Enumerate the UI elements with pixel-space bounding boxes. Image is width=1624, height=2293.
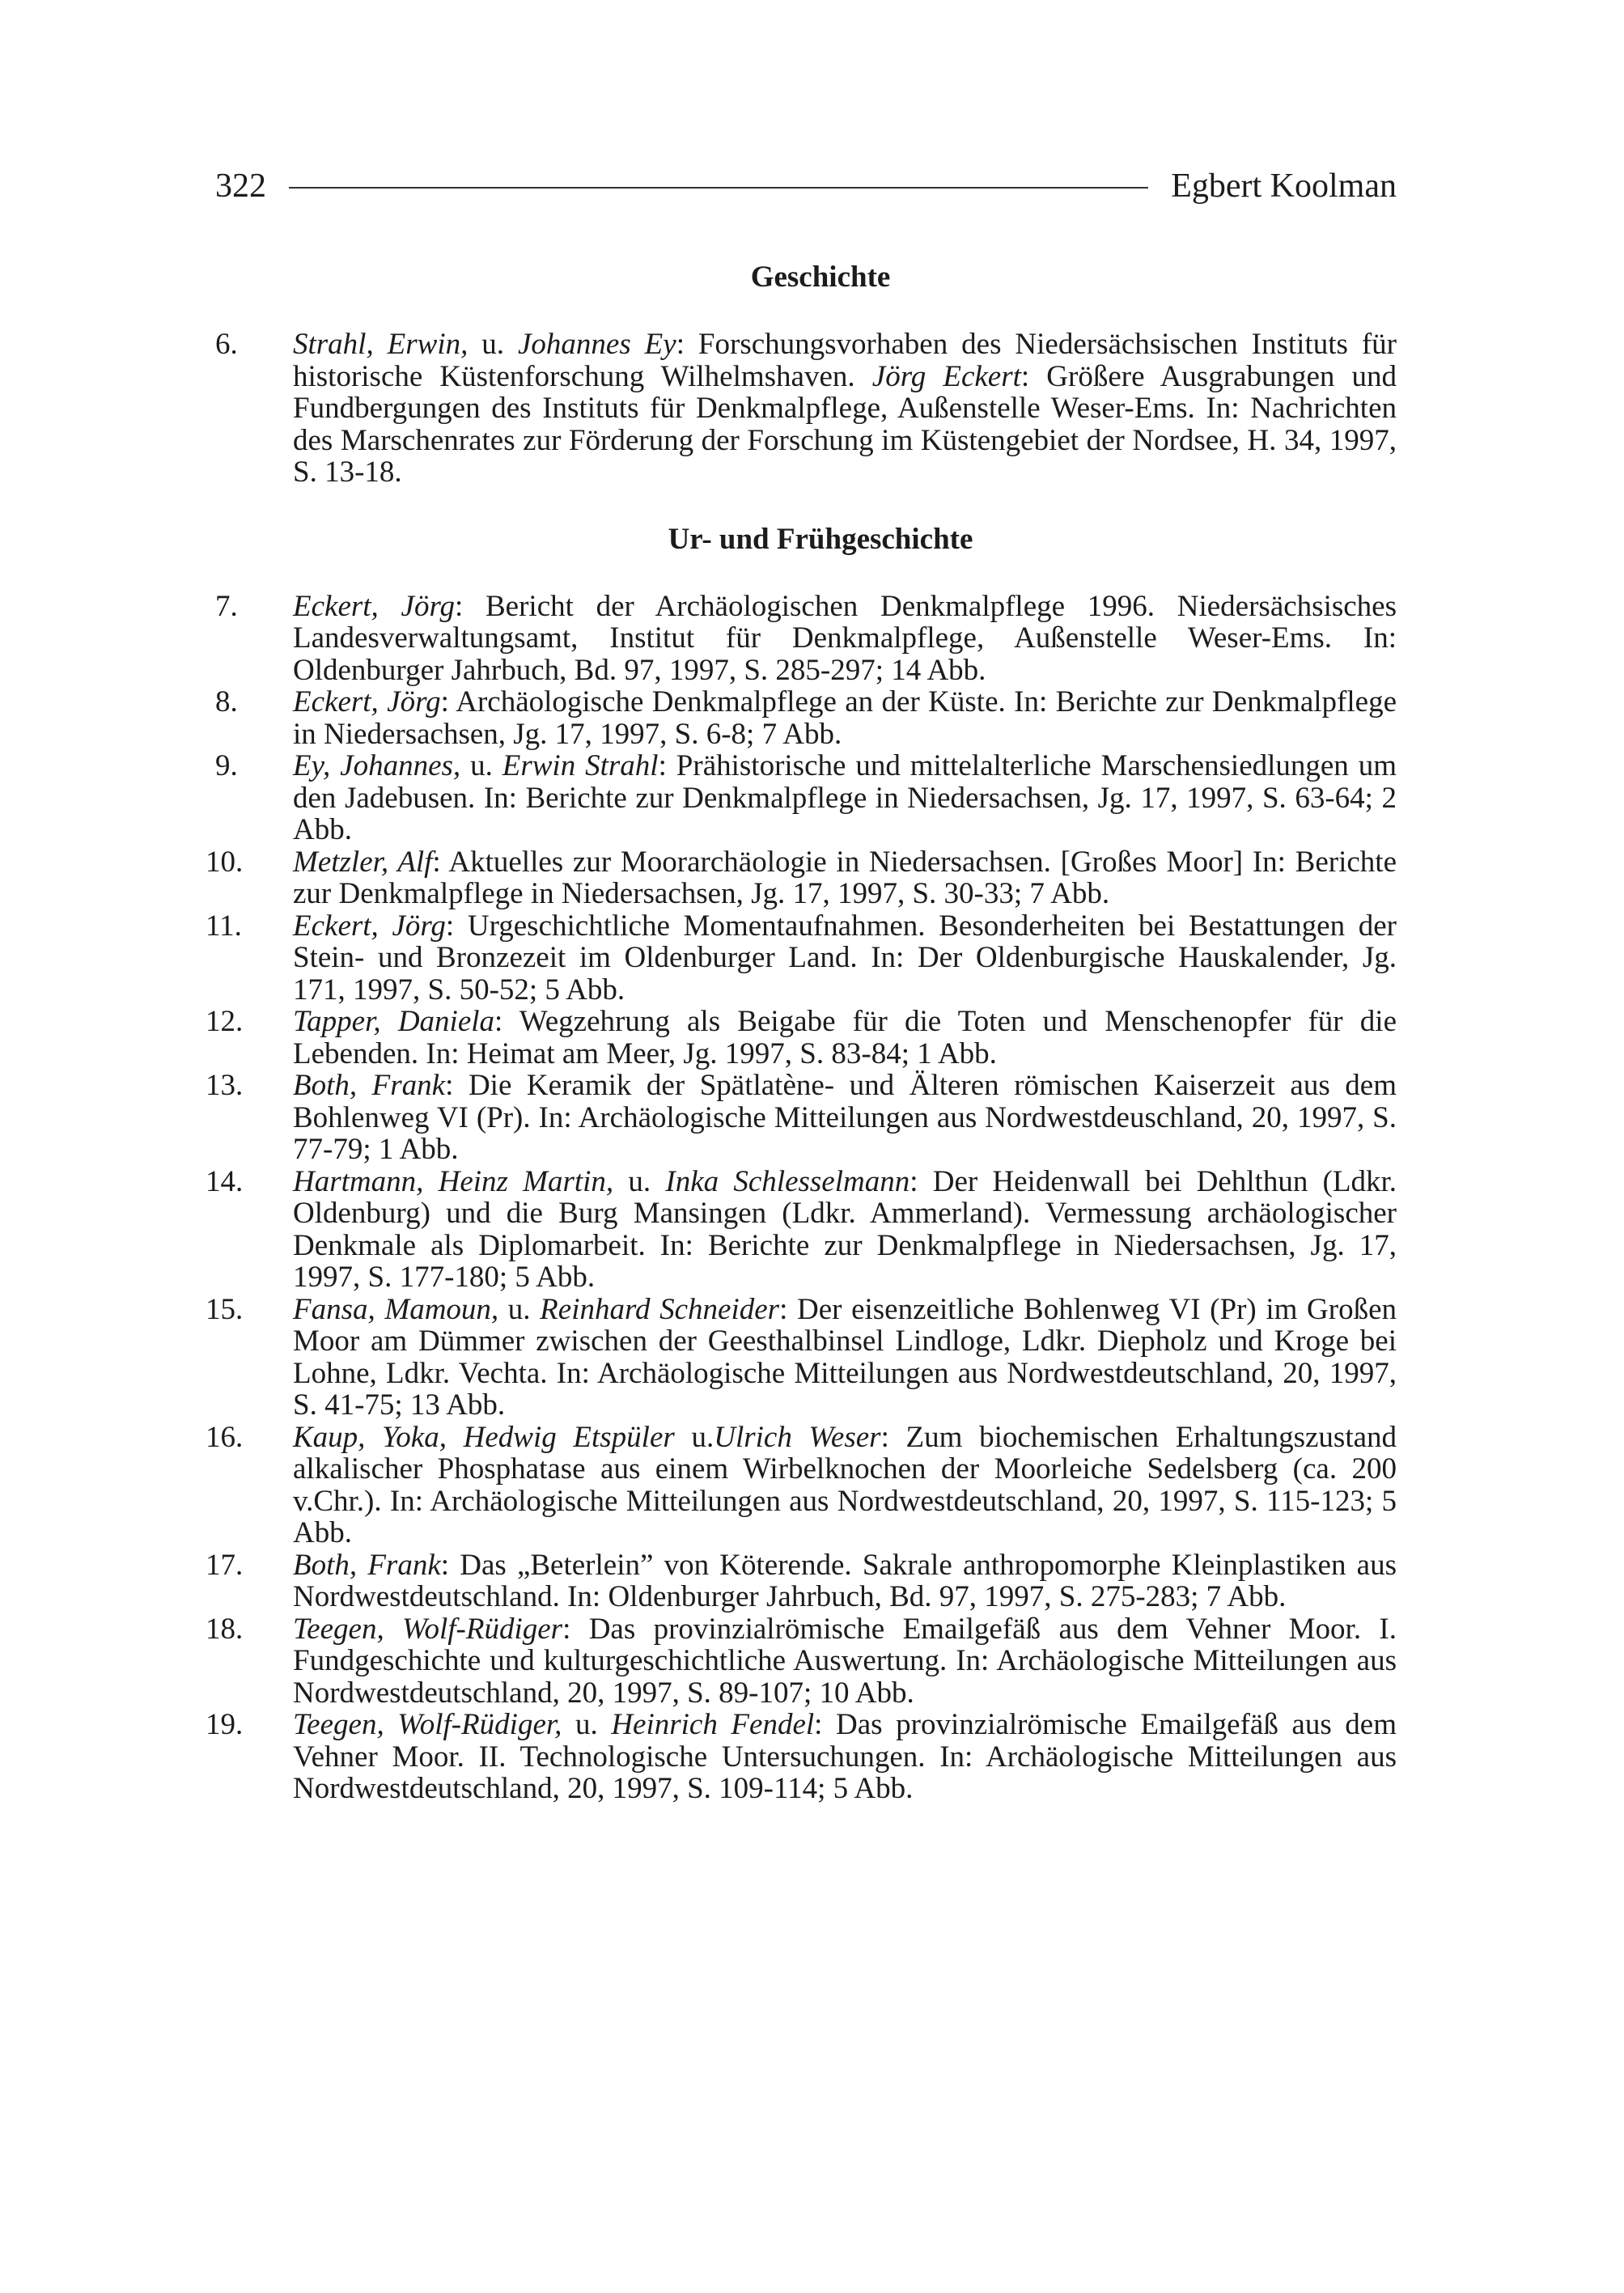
entry-author: Eckert, Jörg — [293, 685, 441, 718]
bibliography-entry-16 — [206, 1420, 1397, 1549]
entry-author: Eckert, Jörg — [293, 589, 455, 623]
entry-number: 19. — [206, 1708, 244, 1741]
entry-text — [293, 328, 1397, 489]
bibliography-entry-8 — [215, 686, 1397, 750]
entry-number: 13. — [206, 1069, 244, 1102]
entry-title: : Der Heidenwall bei Dehlthun (Ldkr. Oldenburg) und die Burg Mansingen (Ldkr. Ammerland). Vermessung archäologischer Denkmale als Diplomarbeit. In: Berichte zur Denkmalpflege in Niedersachsen, Jg. 17, 1997, S. 177-180; 5 Abb. — [293, 1164, 1397, 1294]
entry-coauthor: Inka Schlesselmann — [665, 1164, 910, 1198]
entry-author: Hartmann, Heinz Martin, — [293, 1164, 614, 1198]
entry-title: : Zum biochemischen Erhaltungszustand alkalischer Phosphatase aus einem Wirbelknochen der Moorleiche Sedelsberg (ca. 200 v.Chr.). In: Archäologische Mitteilungen aus Nordwestdeutschland, 20, 1997, S. 115-123; 5 Abb. — [293, 1420, 1397, 1549]
entry-number: 17. — [206, 1548, 244, 1582]
bibliography-entry-11 — [206, 909, 1397, 1007]
header-author: Egbert Koolman — [1171, 167, 1397, 205]
entry-conjunction: u. — [674, 1420, 714, 1454]
entry-number: 10. — [206, 845, 244, 879]
entry-conjunction: u. — [460, 749, 502, 782]
entry-coauthor: Ulrich Weser — [714, 1420, 881, 1454]
entry-text — [293, 1709, 1397, 1805]
page-number: 322 — [215, 167, 266, 205]
bibliography-entry-17 — [206, 1548, 1397, 1613]
entry-author: Kaup, Yoka, Hedwig Etspüler — [293, 1420, 675, 1454]
section-title-geschichte: Geschichte — [750, 261, 891, 294]
entry-text — [293, 1294, 1397, 1422]
entry-conjunction: u. — [562, 1708, 612, 1741]
entry-text — [293, 1422, 1397, 1549]
entry-title: : Wegzehrung als Beigabe für die Toten und Menschenopfer für die Lebenden. In: Heimat am Meer, Jg. 1997, S. 83-84; 1 Abb. — [293, 1005, 1397, 1070]
entry-text — [293, 1006, 1397, 1070]
entry-author: Teegen, Wolf-Rüdiger — [293, 1612, 563, 1646]
entry-title-second: : Größere Ausgrabungen und Fundbergungen des Instituts für Denkmalpflege, Außenstelle Weser-Ems. In: Nachrichten des Marschenrates zur Förderung der Forschung im Küstengebiet der Nordsee, H. 34, 1997, S. 13-18. — [293, 359, 1397, 489]
entry-number: 12. — [206, 1005, 244, 1038]
bibliography-entry-12 — [206, 1005, 1397, 1070]
entry-author: Strahl, Erwin, — [293, 328, 469, 361]
bibliography-entry-13 — [206, 1069, 1397, 1166]
header-rule — [289, 187, 1148, 189]
entry-author-second: Jörg Eckert — [871, 359, 1021, 393]
entry-title: : Das „Beterlein” von Köterende. Sakrale anthropomorphe Kleinplastiken aus Nordwestdeutschland. In: Oldenburger Jahrbuch, Bd. 97, 1997, S. 275-283; 7 Abb. — [293, 1548, 1397, 1613]
entry-text — [293, 591, 1397, 687]
bibliography-entry-7 — [215, 591, 1397, 687]
entry-author: Eckert, Jörg — [293, 909, 446, 943]
bibliography-entry-9 — [215, 750, 1397, 846]
entry-title: : Die Keramik der Spätlatène- und Älteren römischen Kaiserzeit aus dem Bohlenweg VI (Pr). In: Archäologische Mitteilungen aus Nordwestdeuschland, 20, 1997, S. 77-79; 1 Abb. — [293, 1069, 1397, 1166]
entry-coauthor: Reinhard Schneider — [540, 1292, 780, 1326]
entry-title: : Prähistorische und mittelalterliche Marschensiedlungen um den Jadebusen. In: Berichte zur Denkmalpflege in Niedersachsen, Jg. 17, 1997, S. 63-64; 2 Abb. — [293, 749, 1397, 846]
entry-number: 14. — [206, 1164, 244, 1198]
bibliography-content — [206, 257, 1397, 1805]
entry-author: Fansa, Mamoun, — [293, 1292, 499, 1326]
entry-title: : Der eisenzeitliche Bohlenweg VI (Pr) im Großen Moor am Dümmer zwischen der Geesthalbinsel Lindloge, Ldkr. Diepholz und Kroge bei Lohne, Ldkr. Vechta. In: Archäologische Mitteilungen aus Nordwestdeutschland, 20, 1997, S. 41-75; 13 Abb. — [293, 1292, 1397, 1422]
entry-number: 18. — [206, 1612, 244, 1646]
entry-number: 6. — [215, 328, 238, 361]
entry-title: : Forschungsvorhaben des Niedersächsischen Instituts für historische Küstenforschung Wilhelmshaven. — [293, 328, 1397, 393]
entry-number: 8. — [215, 685, 238, 718]
entry-text — [293, 910, 1397, 1007]
entry-number: 15. — [206, 1292, 244, 1326]
entry-author: Both, Frank — [293, 1069, 446, 1102]
entry-conjunction: u. — [468, 328, 518, 361]
section-title-urgeschichte: Ur- und Frühgeschichte — [668, 522, 973, 556]
entry-title: : Aktuelles zur Moorarchäologie in Niedersachsen. [Großes Moor] In: Berichte zur Denkmalpflege in Niedersachsen, Jg. 17, 1997, S. 30-33; 7 Abb. — [293, 845, 1397, 910]
entry-number: 9. — [215, 749, 238, 782]
entry-text — [293, 750, 1397, 846]
bibliography-entry-15 — [206, 1292, 1397, 1422]
entry-text — [293, 1549, 1397, 1613]
entry-author: Ey, Johannes, — [293, 749, 461, 782]
entry-author: Both, Frank — [293, 1548, 441, 1582]
entry-conjunction: u. — [613, 1164, 666, 1198]
entry-title: : Das provinzialrömische Emailgefäß aus dem Vehner Moor. I. Fundgeschichte und kulturgeschichtliche Auswertung. In: Archäologische Mitteilungen aus Nordwestdeutschland, 20, 1997, S. 89-107; 10 Abb. — [293, 1612, 1397, 1710]
entry-number: 16. — [206, 1420, 244, 1454]
entry-coauthor: Johannes Ey — [517, 328, 676, 361]
entry-text — [293, 846, 1397, 910]
entry-text — [293, 1613, 1397, 1710]
entry-author: Teegen, Wolf-Rüdiger, — [293, 1708, 562, 1741]
running-header — [215, 162, 1397, 210]
entry-number: 7. — [215, 589, 238, 623]
entry-conjunction: u. — [498, 1292, 541, 1326]
bibliography-entry-19 — [206, 1708, 1397, 1805]
entry-text — [293, 686, 1397, 750]
entry-title: : Archäologische Denkmalpflege an der Küste. In: Berichte zur Denkmalpflege in Niedersachsen, Jg. 17, 1997, S. 6-8; 7 Abb. — [293, 685, 1397, 751]
bibliography-entry-6 — [215, 328, 1397, 489]
entry-text — [293, 1166, 1397, 1294]
entry-title: : Das provinzialrömische Emailgefäß aus dem Vehner Moor. II. Technologische Untersuchungen. In: Archäologische Mitteilungen aus Nordwestdeutschland, 20, 1997, S. 109-114; 5 Abb. — [293, 1708, 1397, 1805]
bibliography-entry-10 — [206, 845, 1397, 910]
entry-coauthor: Heinrich Fendel — [611, 1708, 815, 1741]
bibliography-entry-18 — [206, 1612, 1397, 1710]
bibliography-entry-14 — [206, 1164, 1397, 1294]
entry-title: : Bericht der Archäologischen Denkmalpflege 1996. Niedersächsisches Landesverwaltungsamt, Institut für Denkmalpflege, Außenstelle Weser-Ems. In: Oldenburger Jahrbuch, Bd. 97, 1997, S. 285-297; 14 Abb. — [293, 589, 1397, 687]
entry-author: Metzler, Alf — [293, 845, 433, 879]
entry-text — [293, 1070, 1397, 1166]
entry-number: 11. — [206, 909, 242, 943]
entry-author: Tapper, Daniela — [293, 1005, 495, 1038]
entry-coauthor: Erwin Strahl — [502, 749, 659, 782]
entry-title: : Urgeschichtliche Momentaufnahmen. Besonderheiten bei Bestattungen der Stein- und Bronzezeit im Oldenburger Land. In: Der Oldenburgische Hauskalender, Jg. 171, 1997, S. 50-52; 5 Abb. — [293, 909, 1397, 1007]
